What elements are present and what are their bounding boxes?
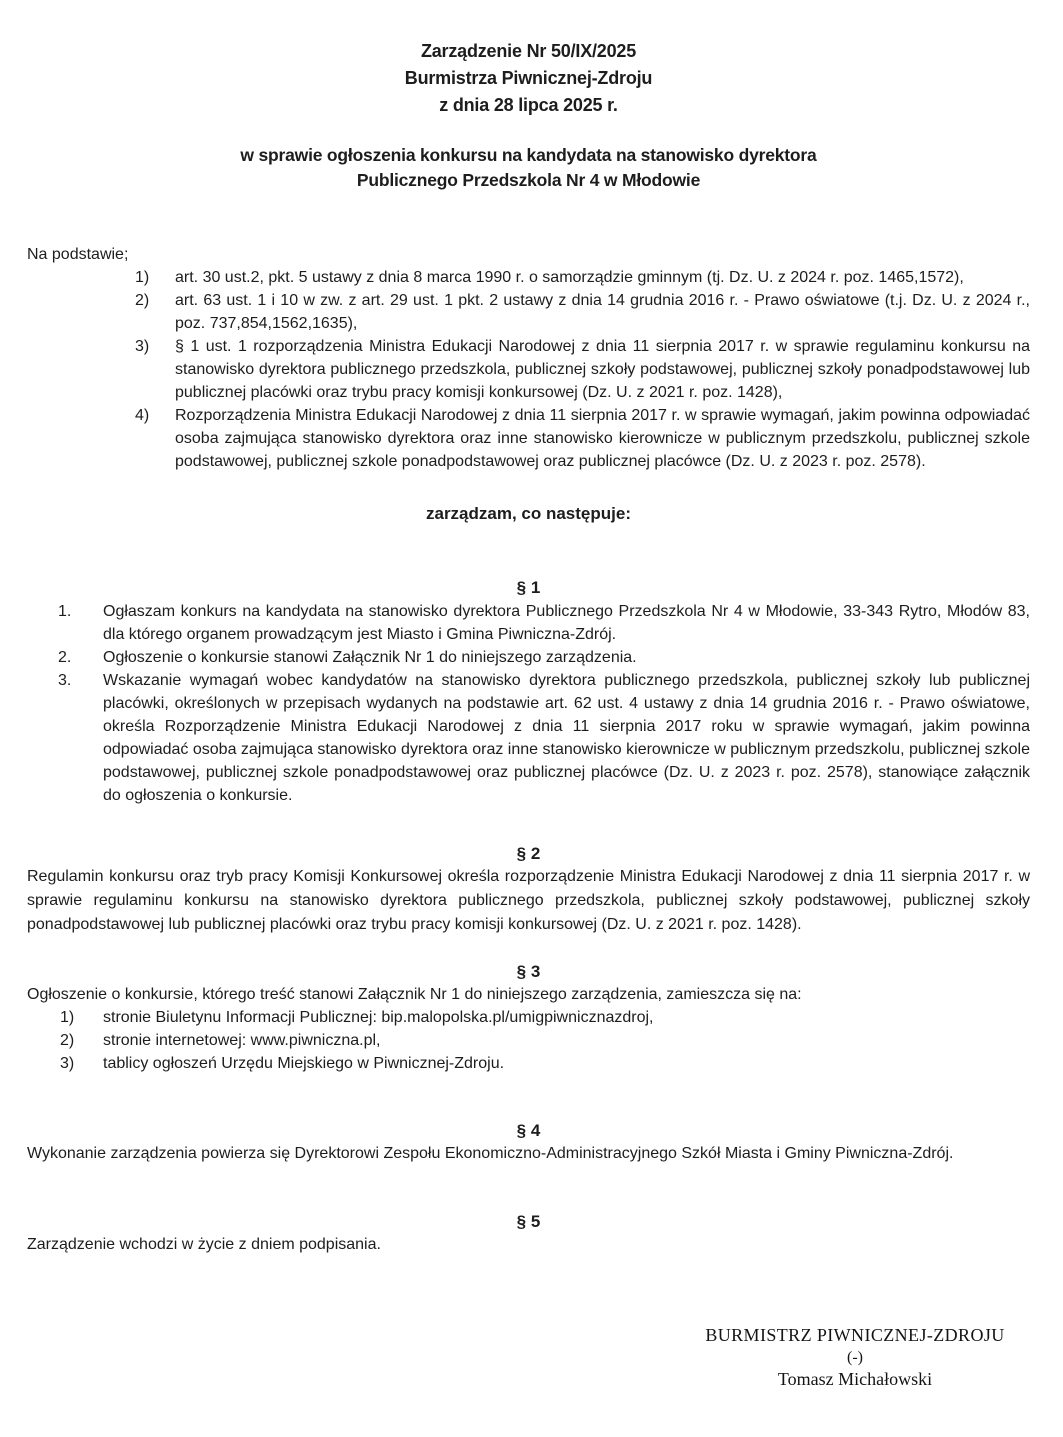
subject-line-1: w sprawie ogłoszenia konkursu na kandydata na stanowisko dyrektora [240, 145, 817, 165]
list-item-number: 1) [135, 269, 150, 286]
list-item-text: Wskazanie wymagań wobec kandydatów na stanowisko dyrektora publicznego przedszkola, publicznej szkoły lub publicznej placówki, określonych w przepisach wydanych na podstawie art. 62 ust. 4 ustawy z dnia 14 grudnia 2016 r. - Prawo oświatowe, określa Rozporządzenie Ministra Edukacji Narodowej z dnia 11 sierpnia 2017 roku w sprawie wymagań, jakim powinna odpowiadać osoba zajmująca stanowisko dyrektora oraz inne stanowisko kierownicze w publicznym przedszkolu, publicznej szkole podstawowej, publicznej szkole ponadpodstawowej oraz publicznej placówce (Dz. U. z 2023 r. poz. 2578), stanowiące załącznik do ogłoszenia o konkursie. [103, 672, 1030, 804]
list-item-number: 2) [135, 292, 150, 309]
list-item-number: 3. [58, 672, 72, 689]
list-item-text: § 1 ust. 1 rozporządzenia Ministra Edukacji Narodowej z dnia 11 sierpnia 2017 r. w sprawie regulaminu konkursu na stanowisko dyrektora publicznego przedszkola, publicznej szkoły podstawowej, publicznej szkoły ponadpodstawowej lub publicznej placówki oraz trybu pracy komisji konkursowej (Dz. U. z 2021 r. poz. 1428), [175, 338, 1030, 401]
list-item-number: 3) [60, 1055, 75, 1072]
list-item-number: 2. [58, 649, 72, 666]
ordinance-number: Zarządzenie Nr 50/IX/2025 [420, 41, 637, 61]
ordinance-issuer: Burmistrza Piwnicznej-Zdroju [404, 68, 653, 88]
order-clause: zarządzam, co następuje: [425, 504, 631, 523]
ordinance-date: z dnia 28 lipca 2025 r. [439, 95, 618, 115]
legal-basis-item [27, 289, 1030, 335]
list-item-text: Rozporządzenia Ministra Edukacji Narodowej z dnia 11 sierpnia 2017 r. w sprawie wymagań, jakim powinna odpowiadać osoba zajmująca stanowisko dyrektora oraz inne stanowisko kierownicze w publicznym przedszkolu, publicznej szkole podstawowej, publicznej szkole ponadpodstawowej oraz publicznej placówce (Dz. U. z 2023 r. poz. 2578). [175, 407, 1030, 470]
list-item-text: Ogłoszenie o konkursie stanowi Załącznik Nr 1 do niniejszego zarządzenia. [103, 649, 637, 666]
list-item-text: stronie Biuletynu Informacji Publicznej: bip.malopolska.pl/umigpiwnicznazdroj, [103, 1009, 654, 1026]
list-item-number: 1) [60, 1009, 75, 1026]
signature-block [680, 1322, 1030, 1390]
legal-basis-intro: Na podstawie; [27, 246, 129, 263]
subject-line-2: Publicznego Przedszkola Nr 4 w Młodowie [356, 170, 701, 190]
signature-title: BURMISTRZ PIWNICZNEJ-ZDROJU [705, 1325, 1005, 1345]
section-3-item [27, 1052, 1030, 1075]
list-item-text: stronie internetowej: www.piwniczna.pl, [103, 1032, 381, 1049]
section-3-list [27, 1006, 1030, 1075]
section-3-item [27, 1006, 1030, 1029]
section-4-heading: § 4 [516, 1121, 541, 1140]
section-3-intro: Ogłoszenie o konkursie, którego treść stanowi Załącznik Nr 1 do niniejszego zarządzenia, zamieszcza się na: [27, 986, 802, 1003]
list-item-number: 4) [135, 407, 150, 424]
list-item-number: 2) [60, 1032, 75, 1049]
document-subject [27, 143, 1030, 193]
legal-basis-item [27, 266, 1030, 289]
list-item-number: 3) [135, 338, 150, 355]
list-item-text: art. 30 ust.2, pkt. 5 ustawy z dnia 8 marca 1990 r. o samorządzie gminnym (tj. Dz. U. z 2024 r. poz. 1465,1572), [175, 269, 964, 286]
list-item-text: tablicy ogłoszeń Urzędu Miejskiego w Piwnicznej-Zdroju. [103, 1055, 505, 1072]
section-1-heading: § 1 [516, 578, 541, 597]
section-1-item [27, 600, 1030, 646]
list-item-number: 1. [58, 603, 72, 620]
signature-mark: (-) [847, 1349, 863, 1366]
section-3-item [27, 1029, 1030, 1052]
legal-basis-item [27, 335, 1030, 404]
section-1-item [27, 646, 1030, 669]
section-2-text: Regulamin konkursu oraz tryb pracy Komisji Konkursowej określa rozporządzenie Ministra Edukacji Narodowej z dnia 11 sierpnia 2017 r. w sprawie regulaminu konkursu na stanowisko dyrektora publicznego przedszkola, publicznej szkoły podstawowej, publicznej szkoły ponadpodstawowej lub publicznej placówki oraz trybu pracy komisji konkursowej (Dz. U. z 2021 r. poz. 1428). [27, 868, 1030, 933]
legal-basis-list [27, 266, 1030, 473]
section-4-text: Wykonanie zarządzenia powierza się Dyrektorowi Zespołu Ekonomiczno-Administracyjnego Szkół Miasta i Gminy Piwniczna-Zdrój. [27, 1145, 954, 1162]
document-header [27, 38, 1030, 119]
section-1-item [27, 669, 1030, 807]
section-2-heading: § 2 [516, 844, 541, 863]
section-1-list [27, 600, 1030, 807]
signature-name: Tomasz Michałowski [777, 1369, 933, 1389]
section-5-heading: § 5 [516, 1212, 541, 1231]
list-item-text: art. 63 ust. 1 i 10 w zw. z art. 29 ust. 1 pkt. 2 ustawy z dnia 14 grudnia 2016 r. - Prawo oświatowe (t.j. Dz. U. z 2024 r., poz. 737,854,1562,1635), [175, 292, 1030, 332]
section-3-heading: § 3 [516, 962, 541, 981]
section-5-text: Zarządzenie wchodzi w życie z dniem podpisania. [27, 1236, 381, 1253]
legal-basis-item [27, 404, 1030, 473]
list-item-text: Ogłaszam konkurs na kandydata na stanowisko dyrektora Publicznego Przedszkola Nr 4 w Młodowie, 33-343 Rytro, Młodów 83, dla którego organem prowadzącym jest Miasto i Gmina Piwniczna-Zdrój. [103, 603, 1030, 643]
